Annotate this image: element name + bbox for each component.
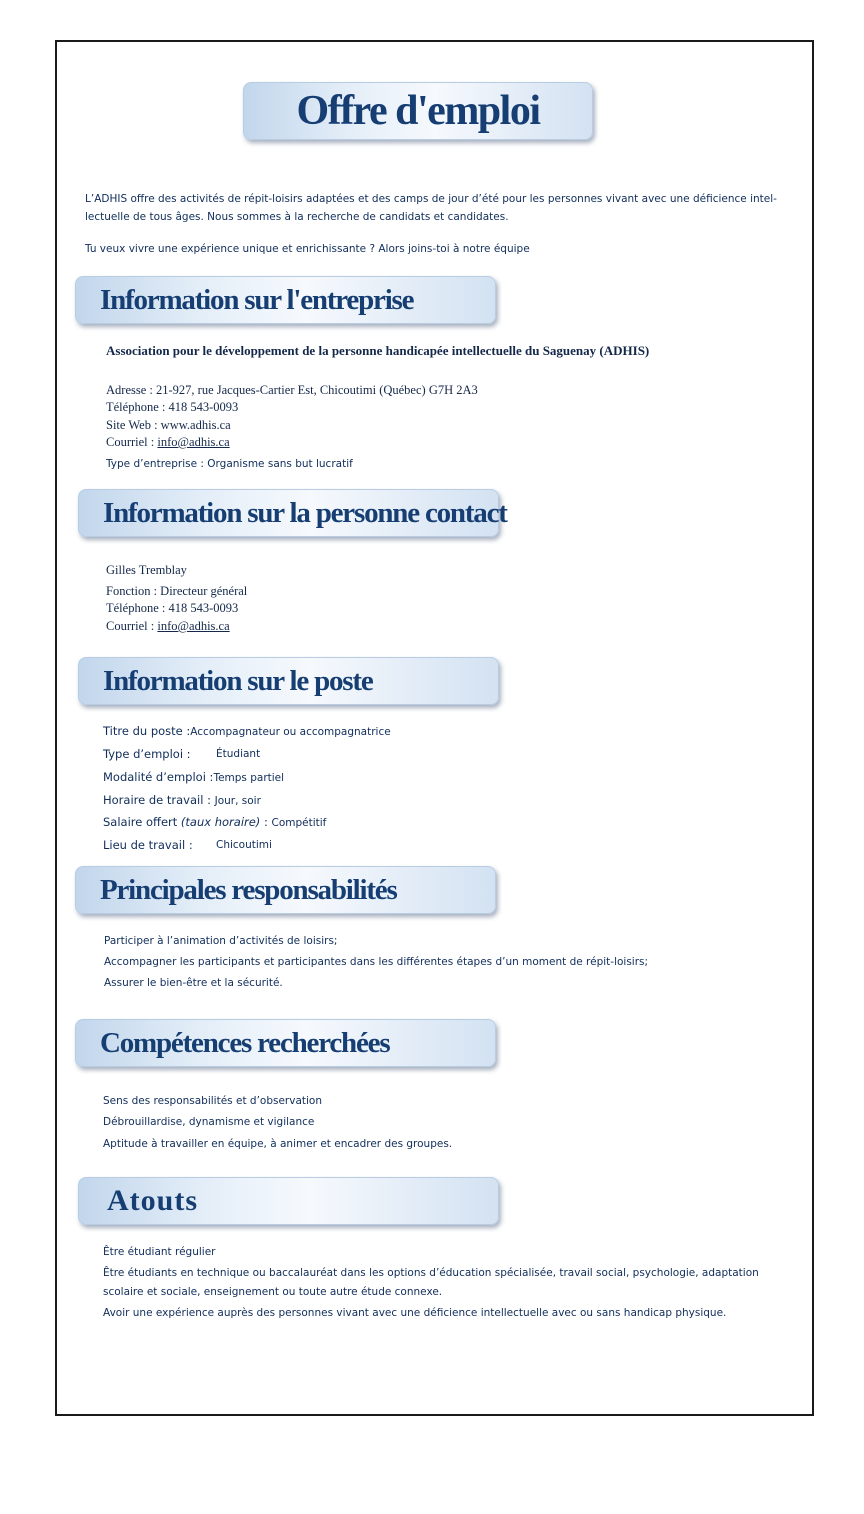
poste-modalite-value: Temps partiel bbox=[213, 772, 285, 784]
poste-type-value: Étudiant bbox=[216, 748, 261, 760]
entreprise-email-row bbox=[106, 435, 230, 450]
atouts-heading: Atouts bbox=[107, 1184, 199, 1217]
poste-modalite-label: Modalité d’emploi : bbox=[103, 770, 214, 784]
atouts-banner bbox=[78, 1177, 499, 1225]
responsabilite-item: Participer à l’animation d’activités de loisirs; bbox=[104, 935, 338, 947]
competences-heading: Compétences recherchées bbox=[100, 1026, 390, 1059]
poste-salaire-value: Compétitif bbox=[271, 817, 327, 829]
responsabilite-item: Assurer le bien-être et la sécurité. bbox=[104, 977, 283, 989]
entreprise-phone: Téléphone : 418 543-0093 bbox=[106, 400, 239, 414]
entreprise-type: Type d’entreprise : Organisme sans but lucratif bbox=[106, 458, 353, 470]
entreprise-banner bbox=[75, 276, 496, 324]
poste-horaire-label: Horaire de travail : bbox=[103, 793, 211, 807]
poste-type-label: Type d’emploi : bbox=[103, 747, 191, 761]
contact-banner bbox=[78, 489, 507, 537]
poste-titre-row bbox=[103, 724, 391, 738]
poste-titre-value: Accompagnateur ou accompagnatrice bbox=[190, 726, 391, 738]
responsabilites-heading: Principales responsabilités bbox=[100, 873, 397, 906]
contact-email-row bbox=[106, 619, 230, 634]
atout-item: Avoir une expérience auprès des personnes vivant avec une déficience intellectuelle avec ou sans handicap physique. bbox=[103, 1307, 727, 1319]
poste-salaire-label: Salaire offert bbox=[103, 815, 181, 829]
intro-line-1: L’ADHIS offre des activités de répit-loisirs adaptées et des camps de jour d’été pour les personnes vivant avec une déficience intel- bbox=[85, 193, 777, 205]
competences-banner bbox=[75, 1019, 496, 1067]
poste-lieu-value: Chicoutimi bbox=[216, 839, 272, 851]
poste-horaire-value: Jour, soir bbox=[214, 795, 261, 807]
poste-salaire-row bbox=[103, 815, 326, 829]
entreprise-email-link[interactable]: info@adhis.ca bbox=[157, 435, 230, 449]
poste-modalite-row bbox=[103, 770, 284, 784]
title-banner bbox=[243, 82, 593, 140]
contact-phone: Téléphone : 418 543-0093 bbox=[106, 601, 239, 615]
contact-email-link[interactable]: info@adhis.ca bbox=[157, 619, 230, 633]
atout-item: Être étudiants en technique ou baccalauréat dans les options d’éducation spécialisée, travail social, psychologie, adaptation bbox=[103, 1267, 759, 1279]
competence-item: Débrouillardise, dynamisme et vigilance bbox=[103, 1116, 315, 1128]
entreprise-name: Association pour le développement de la personne handicapée intellectuelle du Saguenay (ADHIS) bbox=[106, 343, 650, 358]
atout-item: Être étudiant régulier bbox=[103, 1246, 216, 1258]
contact-function: Fonction : Directeur général bbox=[106, 584, 248, 598]
poste-lieu-label: Lieu de travail : bbox=[103, 838, 193, 852]
entreprise-address: Adresse : 21-927, rue Jacques-Cartier Est, Chicoutimi (Québec) G7H 2A3 bbox=[106, 383, 478, 397]
responsabilites-banner bbox=[75, 866, 496, 914]
poste-horaire-row bbox=[103, 793, 261, 807]
responsabilite-item: Accompagner les participants et participantes dans les différentes étapes d’un moment de répit-loisirs; bbox=[104, 956, 649, 968]
intro-line-2: lectuelle de tous âges. Nous sommes à la recherche de candidats et candidates. bbox=[85, 211, 509, 223]
poste-titre-label: Titre du poste : bbox=[103, 724, 191, 738]
contact-heading: Information sur la personne contact bbox=[103, 496, 507, 529]
competence-item: Sens des responsabilités et d’observation bbox=[103, 1095, 323, 1107]
atout-item: scolaire et sociale, enseignement ou toute autre étude connexe. bbox=[103, 1286, 443, 1298]
poste-salaire-italic: (taux horaire) bbox=[180, 815, 261, 829]
page-title: Offre d'emploi bbox=[296, 88, 540, 134]
competence-item: Aptitude à travailler en équipe, à animer et encadrer des groupes. bbox=[103, 1138, 453, 1150]
poste-salaire-colon: : bbox=[260, 815, 272, 829]
entreprise-email-label: Courriel : bbox=[106, 435, 158, 449]
entreprise-website: Site Web : www.adhis.ca bbox=[106, 418, 231, 432]
contact-email-label: Courriel : bbox=[106, 619, 158, 633]
contact-name: Gilles Tremblay bbox=[106, 563, 187, 577]
intro-line-3: Tu veux vivre une expérience unique et enrichissante ? Alors joins-toi à notre équipe bbox=[85, 243, 530, 255]
poste-banner bbox=[78, 657, 499, 705]
entreprise-heading: Information sur l'entreprise bbox=[100, 283, 414, 316]
poste-heading: Information sur le poste bbox=[103, 664, 373, 697]
